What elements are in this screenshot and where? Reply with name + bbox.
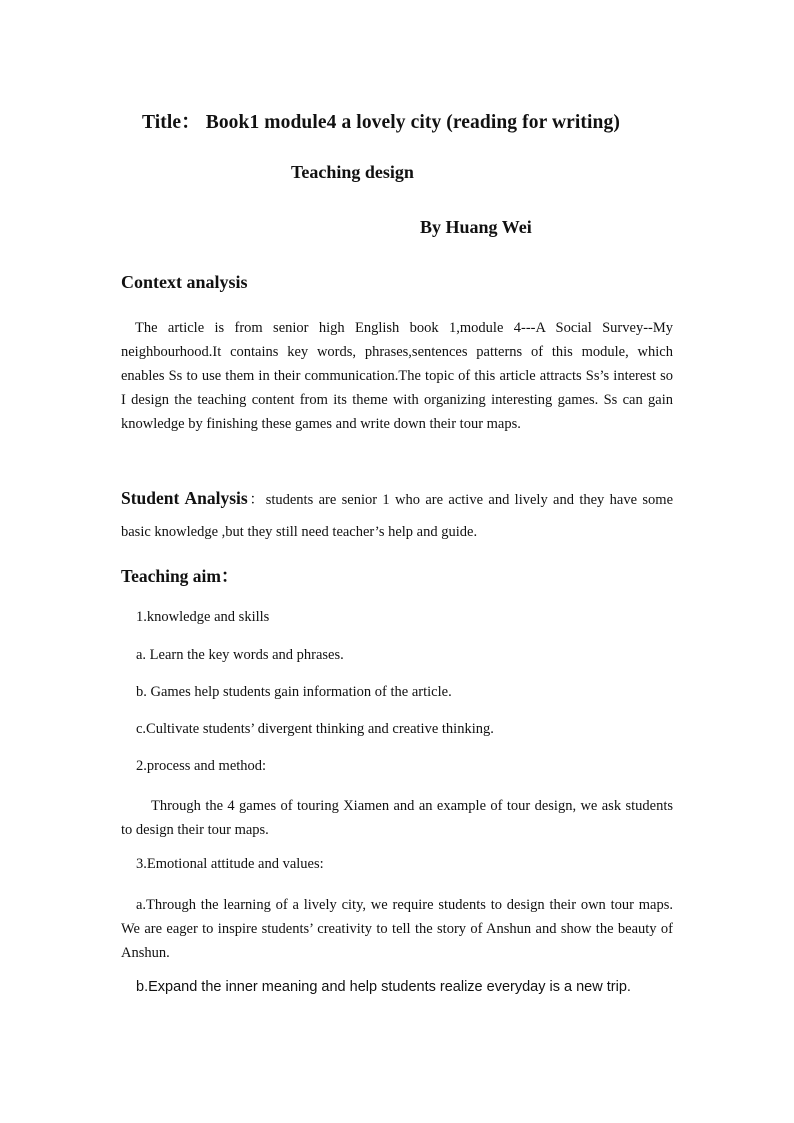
aim-emotional-item-b: b.Expand the inner meaning and help students realize everyday is a new trip. — [136, 979, 631, 995]
document-author: By Huang Wei — [420, 217, 532, 237]
student-analysis-paragraph — [121, 482, 673, 548]
aim-item-a: a. Learn the key words and phrases. — [136, 647, 344, 663]
aim-knowledge-skills: 1.knowledge and skills — [136, 609, 270, 625]
teaching-aim-heading: Teaching aim： — [121, 566, 239, 586]
document-title: Title： Book1 module4 a lovely city (reading for writing) — [142, 112, 620, 133]
document-subtitle: Teaching design — [291, 162, 414, 182]
context-analysis-heading: Context analysis — [121, 272, 248, 292]
aim-process-method: 2.process and method: — [136, 758, 267, 774]
student-analysis-text: students are senior 1 who are active and lively and they have some basic knowledge ,but they still need teacher’s help and guide. — [121, 492, 673, 540]
aim-emotional-values: 3.Emotional attitude and values: — [136, 856, 324, 872]
student-analysis-separator: ： — [247, 492, 266, 508]
context-analysis-paragraph: The article is from senior high English book 1,module 4---A Social Survey--My neighbourhood.It contains key words, phrases,sentences patterns of this module, which enables Ss to use them in their communication.The topic of this article attracts Ss’s interest so I design the teaching content from its theme with organizing interesting games. Ss can gain knowledge by finishing these games and write down their tour maps. — [121, 320, 673, 432]
student-analysis-heading: Student Analysis — [121, 488, 248, 508]
aim-item-c: c.Cultivate students’ divergent thinking and creative thinking. — [136, 721, 494, 737]
aim-emotional-paragraph-a: a.Through the learning of a lively city, we require students to design their own tour maps. We are eager to inspire students’ creativity to tell the story of Anshun and show the beauty of Anshun. — [121, 897, 673, 961]
aim-process-paragraph: Through the 4 games of touring Xiamen and an example of tour design, we ask students to design their tour maps. — [121, 798, 673, 838]
aim-item-b: b. Games help students gain information of the article. — [136, 684, 452, 700]
